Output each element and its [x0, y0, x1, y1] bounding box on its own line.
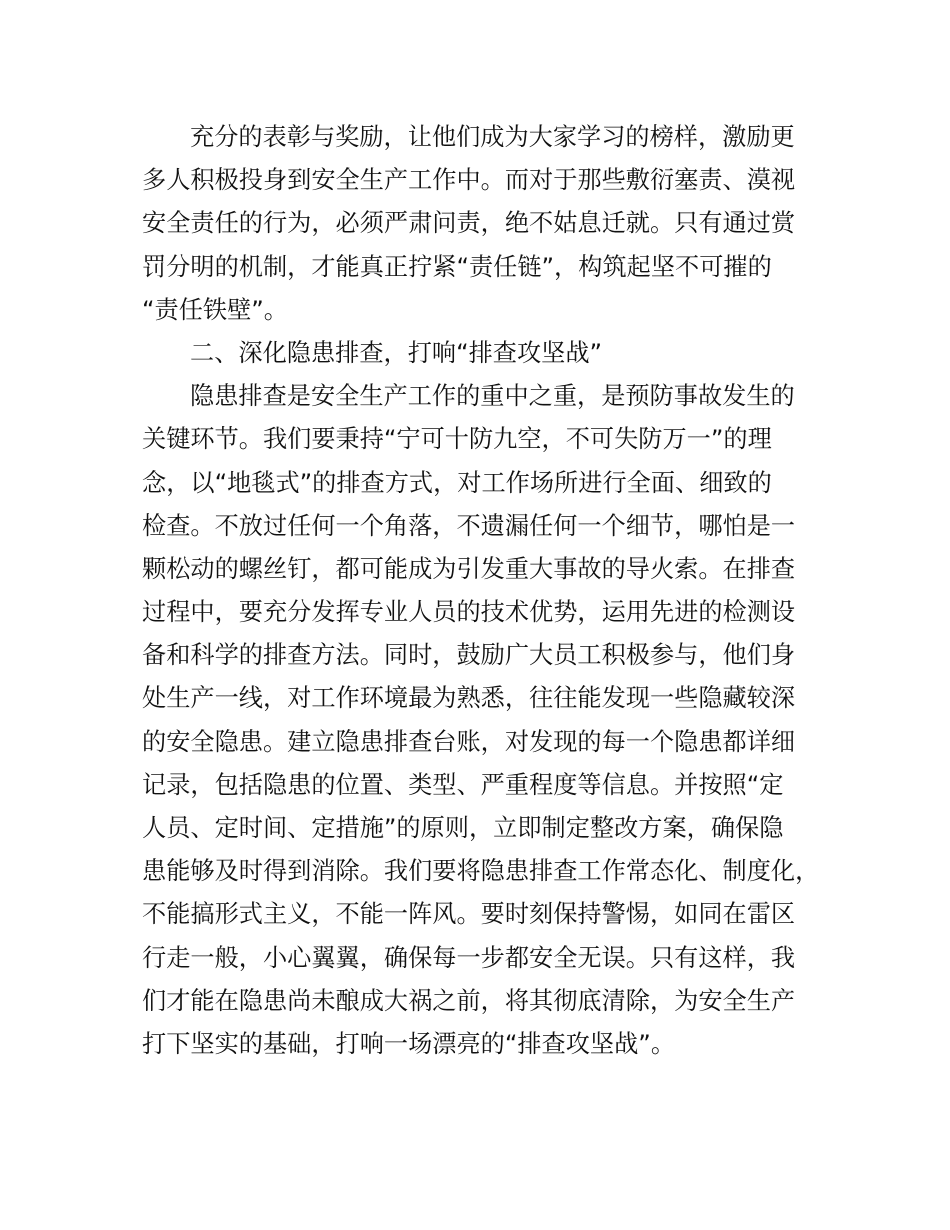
text-line: 多人积极投身到安全生产工作中。而对于那些敷衍塞责、漠视	[142, 166, 796, 195]
text-line: 行走一般，小心翼翼，确保每一步都安全无误。只有这样，我	[142, 943, 796, 972]
text-line: 们才能在隐患尚未酿成大祸之前，将其彻底清除，为安全生产	[142, 986, 796, 1015]
text-line: 记录，包括隐患的位置、类型、严重程度等信息。并按照“定	[142, 770, 784, 799]
text-line: 隐患排查是安全生产工作的重中之重，是预防事故发生的	[190, 382, 795, 411]
text-line: 关键环节。我们要秉持“宁可十防九空，不可失防万一”的理	[142, 425, 772, 454]
text-line: 安全责任的行为，必须严肃问责，绝不姑息迁就。只有通过赏	[142, 209, 796, 238]
text-line: 人员、定时间、定措施”的原则，立即制定整改方案，确保隐	[142, 814, 784, 842]
text-line: 念，以“地毯式”的排查方式，对工作场所进行全面、细致的	[142, 468, 772, 497]
document-body	[142, 116, 820, 1066]
text-line: 检查。不放过任何一个角落，不遗漏任何一个细节，哪怕是一	[142, 511, 796, 540]
text-line: 备和科学的排查方法。同时，鼓励广大员工积极参与，他们身	[142, 641, 796, 670]
text-line: 过程中，要充分发挥专业人员的技术优势，运用先进的检测设	[142, 598, 796, 627]
text-line: 打下坚实的基础，打响一场漂亮的“排查攻坚战”。	[142, 1029, 676, 1058]
text-line: 处生产一线，对工作环境最为熟悉，往往能发现一些隐藏较深	[142, 684, 796, 713]
text-line: 充分的表彰与奖励，让他们成为大家学习的榜样，激励更	[190, 123, 795, 151]
paragraph-hazard-inspection	[142, 375, 820, 1066]
text-line: 颗松动的螺丝钉，都可能成为引发重大事故的导火索。在排查	[142, 554, 796, 583]
text-line: 罚分明的机制，才能真正拧紧“责任链”，构筑起坚不可摧的	[142, 252, 772, 281]
heading-line: 二、深化隐患排查，打响“排查攻坚战”	[190, 338, 603, 367]
paragraph-recognition	[142, 116, 814, 332]
text-line: 患能够及时得到消除。我们要将隐患排查工作常态化、制度化，	[142, 857, 820, 886]
text-line: 的安全隐患。建立隐患排查台账，对发现的每一个隐患都详细	[142, 727, 796, 756]
section-heading	[142, 332, 814, 375]
text-line: “责任铁壁”。	[142, 295, 288, 324]
text-line: 不能搞形式主义，不能一阵风。要时刻保持警惕，如同在雷区	[142, 900, 796, 929]
